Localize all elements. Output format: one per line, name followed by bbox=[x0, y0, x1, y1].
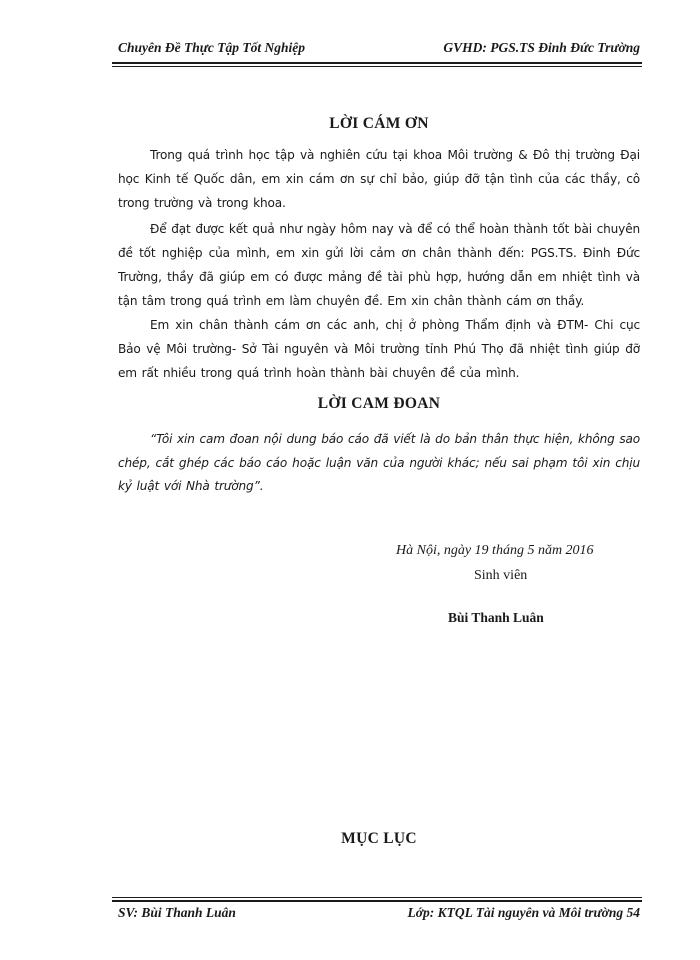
signature-role: Sinh viên bbox=[474, 568, 528, 583]
acknowledgement-paragraph-2: Để đạt được kết quả như ngày hôm nay và để có thể hoàn thành tốt bài chuyên đề tốt nghiệp của mình, em xin gửi lời cảm ơn chân thành đến: PGS.TS. Đinh Đức Trường, thầy đã giúp em có được mảng đề tài phù hợp, hướng dẫn em nhiệt tình và tận tâm trong quá trình em làm chuyên đề. Em xin chân thành cám ơn thầy. bbox=[118, 222, 640, 308]
signature-name: Bùi Thanh Luân bbox=[448, 610, 544, 625]
header-right: GVHD: PGS.TS Đinh Đức Trường bbox=[443, 40, 640, 55]
page-header bbox=[118, 40, 640, 60]
toc-title: MỤC LỤC bbox=[341, 830, 417, 847]
declaration-title: LỜI CAM ĐOAN bbox=[317, 395, 441, 412]
acknowledgement-paragraph-1: Trong quá trình học tập và nghiên cứu tại khoa Môi trường & Đô thị trường Đại học Kinh tế Quốc dân, em xin cám ơn sự chỉ bảo, giúp đỡ tận tình của các thầy, cô trong trường và trong khoa. bbox=[118, 148, 640, 210]
page-footer bbox=[118, 905, 640, 925]
header-left: Chuyên Đề Thực Tập Tốt Nghiệp bbox=[118, 40, 305, 55]
acknowledgement-paragraph-3: Em xin chân thành cám ơn các anh, chị ở phòng Thẩm định và ĐTM- Chi cục Bảo vệ Môi trường- Sở Tài nguyên và Môi trường tỉnh Phú Thọ đã nhiệt tình giúp đỡ em rất nhiều trong quá trình hoàn thành bài chuyên đề của mình. bbox=[118, 318, 640, 380]
acknowledgement-title: LỜI CÁM ƠN bbox=[329, 115, 429, 132]
footer-divider bbox=[112, 897, 642, 902]
signature-place-date: Hà Nội, ngày 19 tháng 5 năm 2016 bbox=[396, 543, 594, 558]
footer-left: SV: Bùi Thanh Luân bbox=[118, 905, 236, 920]
declaration-text: “Tôi xin cam đoan nội dung báo cáo đã viết là do bản thân thực hiện, không sao chép, cắt ghép các báo cáo hoặc luận văn của người khác; nếu sai phạm tôi xin chịu kỷ luật với Nhà trường”. bbox=[118, 432, 640, 493]
header-divider bbox=[112, 62, 642, 67]
footer-right: Lớp: KTQL Tài nguyên và Môi trường 54 bbox=[407, 905, 640, 920]
